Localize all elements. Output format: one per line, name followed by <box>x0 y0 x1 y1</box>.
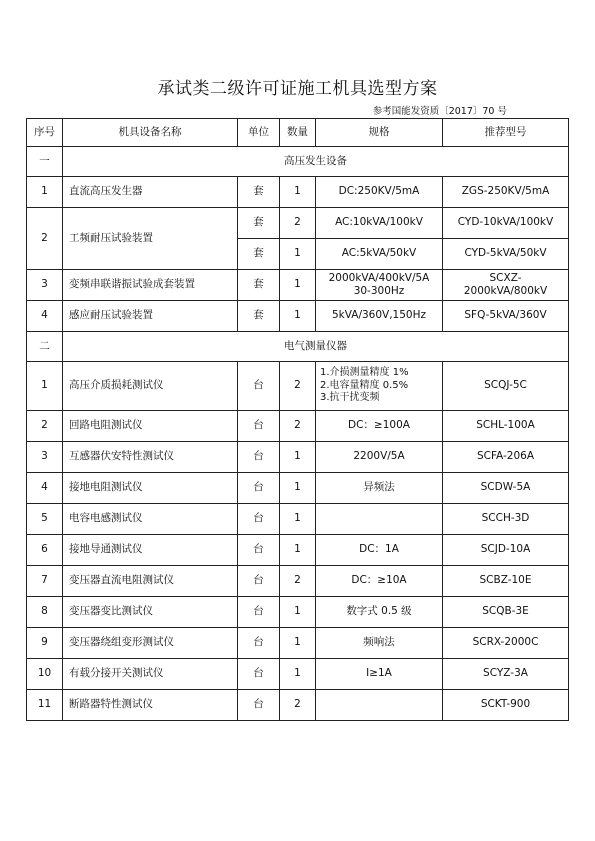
row-index: 1 <box>27 177 63 208</box>
header-qty: 数量 <box>280 119 316 147</box>
table-row <box>27 597 569 628</box>
row-index: 7 <box>27 566 63 597</box>
row-index: 9 <box>27 628 63 659</box>
row-qty: 2 <box>280 362 316 411</box>
row-qty: 2 <box>280 208 316 239</box>
table-row <box>27 362 569 411</box>
row-unit: 台 <box>238 411 280 442</box>
table-header-row <box>27 119 569 147</box>
table-row <box>27 270 569 301</box>
row-name: 高压介质损耗测试仪 <box>63 362 238 411</box>
model-line: SCXZ- <box>489 271 522 284</box>
row-model: SCYZ-3A <box>443 659 569 690</box>
row-name: 互感器伏安特性测试仪 <box>63 442 238 473</box>
table-row <box>27 628 569 659</box>
table-row <box>27 535 569 566</box>
row-model: ZGS-250KV/5mA <box>443 177 569 208</box>
row-index: 1 <box>27 362 63 411</box>
equipment-table <box>26 118 569 721</box>
header-spec: 规格 <box>316 119 443 147</box>
row-index: 4 <box>27 301 63 332</box>
row-unit: 套 <box>238 270 280 301</box>
model-line: 2000kVA/800kV <box>463 285 548 297</box>
row-qty: 1 <box>280 442 316 473</box>
header-index: 序号 <box>27 119 63 147</box>
row-model: CYD-10kVA/100kV <box>443 208 569 239</box>
spec-line: 2.电容量精度 0.5% <box>320 379 409 391</box>
table-row <box>27 411 569 442</box>
header-model: 推荐型号 <box>443 119 569 147</box>
table-row <box>27 690 569 721</box>
row-name: 直流高压发生器 <box>63 177 238 208</box>
row-qty: 1 <box>280 239 316 270</box>
row-spec: 5kVA/360V,150Hz <box>316 301 443 332</box>
row-index: 2 <box>27 208 63 270</box>
spec-line: 30-300Hz <box>353 285 405 297</box>
row-spec: 异频法 <box>316 473 443 504</box>
spec-line: 1.介损测量精度 1% <box>320 367 409 379</box>
row-index: 3 <box>27 270 63 301</box>
row-model: SCFA-206A <box>443 442 569 473</box>
row-spec <box>316 270 443 301</box>
row-model: SCRX-2000C <box>443 628 569 659</box>
row-qty: 1 <box>280 504 316 535</box>
section-row <box>27 147 569 177</box>
row-unit: 台 <box>238 473 280 504</box>
row-index: 10 <box>27 659 63 690</box>
table-row <box>27 208 569 239</box>
row-spec <box>316 504 443 535</box>
row-qty: 1 <box>280 473 316 504</box>
row-qty: 1 <box>280 535 316 566</box>
row-name: 接地电阻测试仪 <box>63 473 238 504</box>
row-qty: 1 <box>280 659 316 690</box>
row-model: SCKT-900 <box>443 690 569 721</box>
row-model: SCQB-3E <box>443 597 569 628</box>
table-row <box>27 177 569 208</box>
row-name: 感应耐压试验装置 <box>63 301 238 332</box>
row-unit: 台 <box>238 362 280 411</box>
row-unit: 台 <box>238 535 280 566</box>
row-model: SCQJ-5C <box>443 362 569 411</box>
row-spec: DC：≥100A <box>316 411 443 442</box>
section-row <box>27 332 569 362</box>
row-unit: 台 <box>238 442 280 473</box>
row-unit: 台 <box>238 628 280 659</box>
row-name: 变频串联谐振试验成套装置 <box>63 270 238 301</box>
row-index: 3 <box>27 442 63 473</box>
row-index: 8 <box>27 597 63 628</box>
table-row <box>27 566 569 597</box>
row-name: 回路电阻测试仪 <box>63 411 238 442</box>
section-index: 二 <box>27 332 63 362</box>
row-model: SCDW-5A <box>443 473 569 504</box>
row-spec: DC：1A <box>316 535 443 566</box>
row-unit: 台 <box>238 504 280 535</box>
reference-note: 参考国能发资质〔2017〕70 号 <box>372 106 507 117</box>
row-model: SCCH-3D <box>443 504 569 535</box>
section-title: 电气测量仪器 <box>63 332 569 362</box>
row-spec: 数字式 0.5 级 <box>316 597 443 628</box>
row-index: 4 <box>27 473 63 504</box>
spec-line: 3.抗干扰变频 <box>320 392 380 404</box>
row-name: 电容电感测试仪 <box>63 504 238 535</box>
row-qty: 2 <box>280 690 316 721</box>
row-name: 断路器特性测试仪 <box>63 690 238 721</box>
row-unit: 台 <box>238 659 280 690</box>
row-spec: DC:250KV/5mA <box>316 177 443 208</box>
row-model <box>443 270 569 301</box>
row-spec: 频响法 <box>316 628 443 659</box>
row-model: SCHL-100A <box>443 411 569 442</box>
row-qty: 1 <box>280 177 316 208</box>
row-model: CYD-5kVA/50kV <box>443 239 569 270</box>
row-qty: 1 <box>280 301 316 332</box>
row-unit: 台 <box>238 597 280 628</box>
header-unit: 单位 <box>238 119 280 147</box>
row-unit: 套 <box>238 177 280 208</box>
section-index: 一 <box>27 147 63 177</box>
row-index: 2 <box>27 411 63 442</box>
row-spec: DC：≥10A <box>316 566 443 597</box>
table-row <box>27 442 569 473</box>
row-qty: 1 <box>280 628 316 659</box>
section-title: 高压发生设备 <box>63 147 569 177</box>
table-row <box>27 473 569 504</box>
row-index: 11 <box>27 690 63 721</box>
row-qty: 2 <box>280 566 316 597</box>
row-unit: 套 <box>238 239 280 270</box>
row-qty: 1 <box>280 270 316 301</box>
row-spec <box>316 362 443 411</box>
row-index: 5 <box>27 504 63 535</box>
table-row <box>27 301 569 332</box>
table-row <box>27 504 569 535</box>
row-name: 变压器直流电阻测试仪 <box>63 566 238 597</box>
row-name: 变压器变比测试仪 <box>63 597 238 628</box>
row-unit: 台 <box>238 566 280 597</box>
row-spec: AC:10kVA/100kV <box>316 208 443 239</box>
spec-line: 2000kVA/400kV/5A <box>328 271 430 284</box>
row-unit: 套 <box>238 301 280 332</box>
row-spec <box>316 690 443 721</box>
row-spec: AC:5kVA/50kV <box>316 239 443 270</box>
row-index: 6 <box>27 535 63 566</box>
table-row <box>27 659 569 690</box>
row-spec: 2200V/5A <box>316 442 443 473</box>
row-unit: 套 <box>238 208 280 239</box>
header-name: 机具设备名称 <box>63 119 238 147</box>
row-name: 变压器绕组变形测试仪 <box>63 628 238 659</box>
document-title: 承试类二级许可证施工机具选型方案 <box>157 79 438 99</box>
row-unit: 台 <box>238 690 280 721</box>
row-qty: 1 <box>280 597 316 628</box>
row-name: 接地导通测试仪 <box>63 535 238 566</box>
row-spec: I≥1A <box>316 659 443 690</box>
row-name: 有载分接开关测试仪 <box>63 659 238 690</box>
row-name: 工频耐压试验装置 <box>63 208 238 270</box>
row-model: SCJD-10A <box>443 535 569 566</box>
row-model: SCBZ-10E <box>443 566 569 597</box>
row-model: SFQ-5kVA/360V <box>443 301 569 332</box>
row-qty: 2 <box>280 411 316 442</box>
